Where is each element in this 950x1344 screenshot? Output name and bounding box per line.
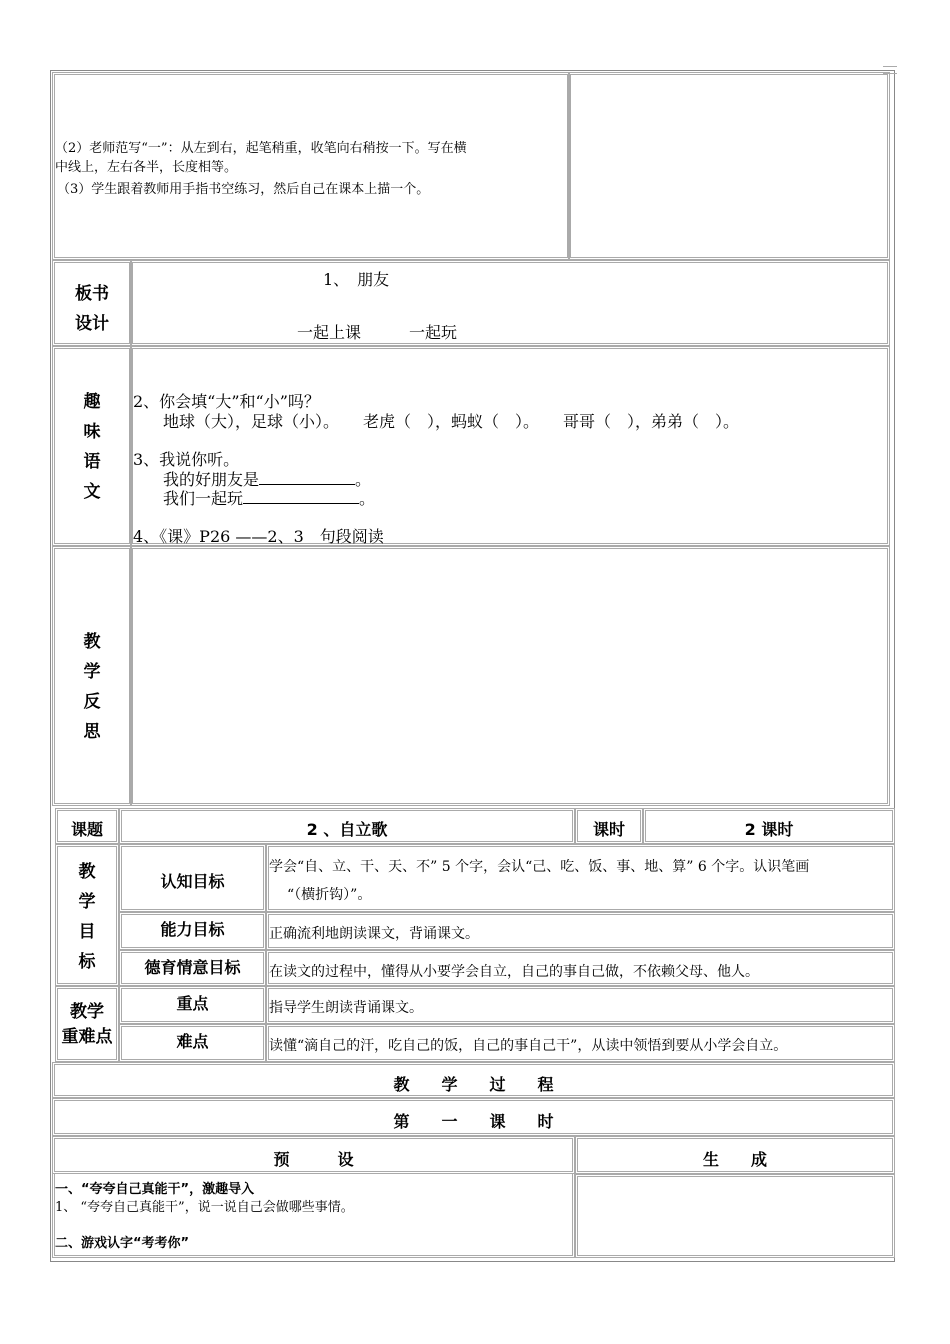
difficulty-label: 难点 bbox=[176, 1032, 209, 1051]
hours-label-cell bbox=[575, 808, 643, 844]
fun-q3-b-suffix: 。 bbox=[359, 489, 376, 508]
board-label-cell bbox=[52, 260, 132, 346]
process-step-2a: （2）老师范写“一”：从左到右，起笔稍重，收笔向右稍按一下。写在横 bbox=[55, 141, 467, 156]
process-step-2b: 中线上，左右各半，长度相等。 bbox=[55, 160, 238, 175]
fun-q3-a-blank bbox=[259, 470, 355, 485]
hours-label: 课时 bbox=[592, 820, 625, 839]
preset-header: 预 设 bbox=[273, 1150, 354, 1169]
reflect-label-1: 教 bbox=[83, 632, 101, 652]
reflect-label-3: 反 bbox=[83, 692, 101, 712]
board-content-cell bbox=[130, 260, 890, 346]
prev-process-cell bbox=[52, 72, 570, 260]
board-title: 1、 朋友 bbox=[323, 270, 390, 289]
topic-cell bbox=[119, 808, 575, 844]
fun-content-cell bbox=[130, 346, 890, 546]
ability-label-cell bbox=[119, 912, 266, 950]
cog-label: 认知目标 bbox=[160, 872, 225, 891]
fun-label-cell bbox=[52, 346, 132, 546]
hours-value: 2 课时 bbox=[744, 820, 794, 839]
cog-line-1: 学会“自、立、干、天、不” 5 个字，会认“己、吃、饭、事、地、算” 6 个字。认识笔画 bbox=[269, 859, 810, 875]
generate-header: 生 成 bbox=[702, 1150, 767, 1169]
fun-q3-a-prefix: 我的好朋友是 bbox=[163, 470, 260, 489]
moral-text: 在读文的过程中，懂得从小要学会自立，自己的事自己做，不依赖父母、他人。 bbox=[269, 964, 759, 980]
focus-cell bbox=[266, 986, 895, 1024]
topic-title: 2 、自立歌 bbox=[306, 820, 388, 839]
fun-q3: 3、我说你听。 bbox=[133, 450, 240, 469]
reflect-label-4: 思 bbox=[83, 722, 101, 742]
board-label-1: 板书 bbox=[75, 284, 109, 304]
difficulty-cell bbox=[266, 1024, 895, 1062]
topic-label-cell bbox=[55, 808, 119, 844]
process-header-cell bbox=[52, 1062, 895, 1098]
preset-content-cell bbox=[52, 1174, 575, 1258]
goals-label-2: 学 bbox=[78, 892, 96, 912]
difficulty-label-cell bbox=[119, 1024, 266, 1062]
cog-cell bbox=[266, 844, 895, 912]
keypoint-label-cell bbox=[55, 986, 119, 1062]
process-step-3: （3）学生跟着教师用手指书空练习，然后自己在课本上描一个。 bbox=[57, 182, 430, 197]
goals-label-3: 目 bbox=[78, 922, 96, 942]
reflect-label-cell bbox=[52, 546, 132, 806]
focus-label: 重点 bbox=[176, 994, 209, 1013]
reflect-content-cell bbox=[130, 546, 890, 806]
goals-label-cell bbox=[55, 844, 119, 986]
fun-label-2: 味 bbox=[83, 422, 101, 442]
section-2-title: 二、游戏认字“考考你” bbox=[55, 1236, 190, 1251]
process-header: 教 学 过 程 bbox=[393, 1075, 554, 1094]
moral-label-cell bbox=[119, 950, 266, 986]
cog-label-cell bbox=[119, 844, 266, 912]
topic-label: 课题 bbox=[70, 820, 103, 839]
period-header: 第 一 课 时 bbox=[393, 1112, 554, 1131]
hours-cell bbox=[643, 808, 895, 844]
focus-text: 指导学生朗读背诵课文。 bbox=[269, 1000, 423, 1016]
preset-header-cell bbox=[52, 1136, 575, 1174]
reflect-label-2: 学 bbox=[83, 662, 101, 682]
fun-label-1: 趣 bbox=[83, 392, 101, 412]
board-line: 一起上课 一起玩 bbox=[297, 323, 458, 342]
prev-generate-cell bbox=[568, 72, 890, 260]
keypoint-label-1: 教学 bbox=[70, 1002, 104, 1022]
fun-q2: 2、你会填“大”和“小”吗？ bbox=[133, 392, 320, 411]
focus-label-cell bbox=[119, 986, 266, 1024]
goals-label-1: 教 bbox=[78, 862, 96, 882]
goals-label-4: 标 bbox=[78, 952, 96, 972]
ability-text: 正确流利地朗读课文，背诵课文。 bbox=[269, 926, 479, 942]
fun-q4: 4、《课》P26 ——2、3 句段阅读 bbox=[133, 527, 384, 546]
fun-label-4: 文 bbox=[83, 482, 101, 502]
fun-q3-a-suffix: 。 bbox=[355, 470, 372, 489]
section-1-item: 1、 “夸夸自己真能干”，说一说自己会做哪些事情。 bbox=[55, 1200, 354, 1215]
fun-q3-b bbox=[163, 486, 375, 509]
difficulty-text: 读懂“滴自己的汗，吃自己的饭，自己的事自己干”，从读中领悟到要从小学会自立。 bbox=[269, 1038, 788, 1054]
ability-label: 能力目标 bbox=[160, 920, 225, 939]
generate-content-cell bbox=[575, 1174, 895, 1258]
cog-line-2: “（横折钩）”。 bbox=[287, 887, 372, 903]
section-1-title: 一、“夸夸自己真能干”，激趣导入 bbox=[55, 1182, 255, 1197]
fun-q3-b-blank bbox=[243, 489, 359, 504]
period-header-cell bbox=[52, 1098, 895, 1136]
fun-label-3: 语 bbox=[83, 452, 101, 472]
moral-label: 德育情意目标 bbox=[144, 958, 241, 977]
fun-q3-b-prefix: 我们一起玩 bbox=[163, 489, 244, 508]
moral-cell bbox=[266, 950, 895, 986]
board-label-2: 设计 bbox=[75, 314, 109, 334]
fun-q2-line: 地球（大），足球（小）。 老虎（ ），蚂蚁（ ）。 哥哥（ ），弟弟（ ）。 bbox=[163, 412, 740, 431]
keypoint-label-2: 重难点 bbox=[61, 1027, 113, 1047]
generate-header-cell bbox=[575, 1136, 895, 1174]
ability-cell bbox=[266, 912, 895, 950]
